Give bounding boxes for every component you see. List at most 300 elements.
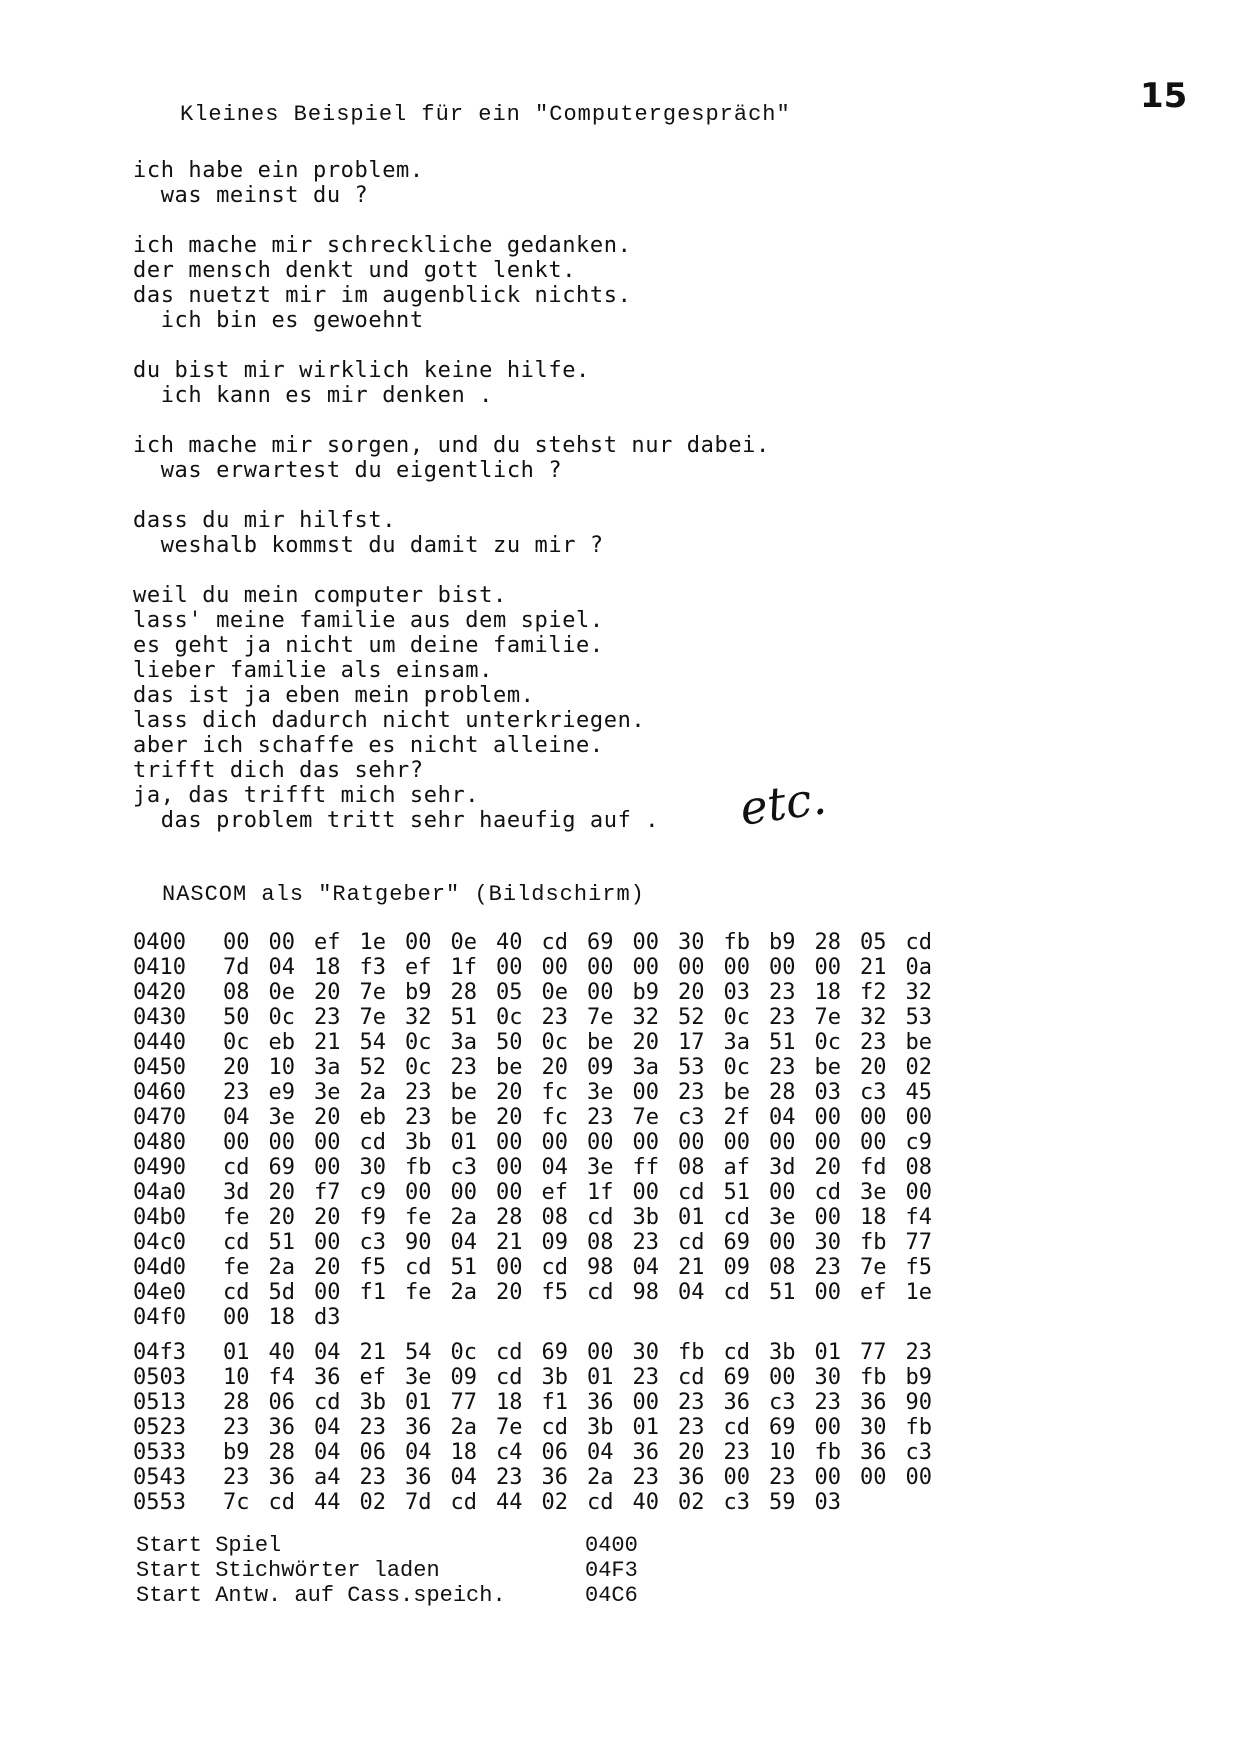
hex-address: 0480 (133, 1130, 186, 1155)
hex-byte: 06 (268, 1390, 295, 1415)
hex-byte: 23 (632, 1365, 659, 1390)
hex-byte: d3 (314, 1305, 341, 1330)
hex-byte: 2a (587, 1465, 614, 1490)
hex-row (133, 1080, 951, 1105)
hex-byte: 36 (860, 1440, 887, 1465)
hex-byte: 3b (587, 1415, 614, 1440)
hex-byte: f4 (268, 1365, 295, 1390)
hex-address: 0490 (133, 1155, 186, 1180)
hex-byte: 00 (587, 1340, 614, 1365)
hex-byte: 3a (314, 1055, 341, 1080)
hex-byte: 36 (678, 1465, 705, 1490)
hex-byte: 00 (496, 1255, 523, 1280)
hex-byte: 00 (905, 1180, 932, 1205)
hex-address: 0450 (133, 1055, 186, 1080)
hex-byte: cd (678, 1365, 705, 1390)
hex-byte: fc (541, 1105, 568, 1130)
hex-byte: 3b (769, 1340, 796, 1365)
hex-byte: 10 (268, 1055, 295, 1080)
hex-byte: 23 (359, 1465, 386, 1490)
hex-byte: 7e (359, 980, 386, 1005)
hex-byte: 01 (450, 1130, 477, 1155)
hex-byte: cd (359, 1130, 386, 1155)
hex-byte: 00 (541, 1130, 568, 1155)
hex-byte: 01 (632, 1415, 659, 1440)
hex-byte: e9 (268, 1080, 295, 1105)
hex-byte: cd (587, 1205, 614, 1230)
hex-address: 0420 (133, 980, 186, 1005)
hex-byte: cd (541, 1415, 568, 1440)
start-label: Start Antw. auf Cass.speich. (136, 1583, 506, 1608)
hex-row (133, 980, 951, 1005)
hex-byte: 7c (223, 1490, 250, 1515)
hex-byte: 20 (678, 980, 705, 1005)
hex-byte: 20 (496, 1080, 523, 1105)
hex-byte: 54 (359, 1030, 386, 1055)
paragraph-gap (133, 558, 770, 583)
hex-byte: 23 (632, 1465, 659, 1490)
hex-byte: cd (314, 1390, 341, 1415)
hex-byte: 00 (314, 1155, 341, 1180)
hex-byte: 28 (769, 1080, 796, 1105)
hex-byte: 52 (359, 1055, 386, 1080)
hex-byte: 90 (405, 1230, 432, 1255)
hex-byte: 36 (632, 1440, 659, 1465)
hex-byte: 23 (359, 1415, 386, 1440)
hex-byte: fb (860, 1230, 887, 1255)
hex-row (133, 1280, 951, 1305)
hex-byte: c9 (359, 1180, 386, 1205)
hex-address: 0503 (133, 1365, 186, 1390)
hex-byte: 23 (223, 1080, 250, 1105)
hex-byte: 04 (314, 1340, 341, 1365)
hex-byte: 20 (268, 1180, 295, 1205)
hex-byte: 20 (223, 1055, 250, 1080)
hex-byte: 10 (769, 1440, 796, 1465)
hex-byte: ef (314, 930, 341, 955)
hex-byte: 3d (769, 1155, 796, 1180)
hex-byte: 1f (587, 1180, 614, 1205)
hex-byte: 18 (496, 1390, 523, 1415)
hex-byte: 7d (405, 1490, 432, 1515)
hex-byte: 00 (632, 1390, 659, 1415)
hex-byte: fb (814, 1440, 841, 1465)
hex-byte: fb (723, 930, 750, 955)
hex-byte: 09 (723, 1255, 750, 1280)
hex-byte: 02 (359, 1490, 386, 1515)
hex-byte: 69 (723, 1230, 750, 1255)
hex-byte: fe (223, 1205, 250, 1230)
hex-byte: 32 (905, 980, 932, 1005)
hex-byte: 7e (496, 1415, 523, 1440)
hex-byte: 0c (450, 1340, 477, 1365)
hex-byte: 7e (814, 1005, 841, 1030)
hex-byte: 00 (905, 1105, 932, 1130)
hex-byte: 04 (314, 1440, 341, 1465)
dialogue-line: das nuetzt mir im augenblick nichts. (133, 283, 632, 308)
hex-byte: eb (268, 1030, 295, 1055)
hex-byte: 51 (268, 1230, 295, 1255)
hex-address: 0523 (133, 1415, 186, 1440)
hex-byte: b9 (405, 980, 432, 1005)
hex-byte: f2 (860, 980, 887, 1005)
hex-byte: be (905, 1030, 932, 1055)
hex-byte: 08 (223, 980, 250, 1005)
hex-byte: 69 (541, 1340, 568, 1365)
hex-byte: af (723, 1155, 750, 1180)
hex-byte: 7e (587, 1005, 614, 1030)
hex-byte: 00 (860, 1465, 887, 1490)
hex-byte: 32 (405, 1005, 432, 1030)
hex-byte: be (496, 1055, 523, 1080)
hex-address: 0513 (133, 1390, 186, 1415)
hex-byte: 40 (496, 930, 523, 955)
hex-byte: 21 (359, 1340, 386, 1365)
hex-byte: 30 (359, 1155, 386, 1180)
hex-byte: 5d (268, 1280, 295, 1305)
hex-byte: 23 (678, 1415, 705, 1440)
start-address: 04C6 (585, 1583, 638, 1608)
hex-byte: 02 (905, 1055, 932, 1080)
hex-byte: f1 (541, 1390, 568, 1415)
hex-byte: 17 (678, 1030, 705, 1055)
hex-byte: 18 (268, 1305, 295, 1330)
hex-address: 04c0 (133, 1230, 186, 1255)
start-row (136, 1583, 638, 1608)
dialogue-line: du bist mir wirklich keine hilfe. (133, 358, 590, 383)
hex-byte: 00 (814, 1465, 841, 1490)
hex-byte: f3 (359, 955, 386, 980)
hex-byte: 1e (905, 1280, 932, 1305)
hex-byte: 0e (450, 930, 477, 955)
hex-byte: 0c (723, 1005, 750, 1030)
hex-byte: 00 (814, 1105, 841, 1130)
dialogue-line: trifft dich das sehr? (133, 758, 424, 783)
start-row (136, 1533, 638, 1558)
hex-byte: 01 (223, 1340, 250, 1365)
hex-byte: c4 (496, 1440, 523, 1465)
hex-byte: 98 (632, 1280, 659, 1305)
hex-byte: 01 (814, 1340, 841, 1365)
paragraph-gap (133, 408, 770, 433)
hex-byte: 23 (678, 1390, 705, 1415)
hex-byte: fe (405, 1205, 432, 1230)
hex-byte: 00 (541, 955, 568, 980)
hex-byte: 1f (450, 955, 477, 980)
hex-byte: 00 (496, 955, 523, 980)
hex-byte: 00 (496, 1130, 523, 1155)
dialogue-line: lass dich dadurch nicht unterkriegen. (133, 708, 646, 733)
hex-byte: fc (541, 1080, 568, 1105)
hex-byte: 36 (405, 1415, 432, 1440)
hex-byte: 00 (814, 1280, 841, 1305)
hex-byte: f7 (314, 1180, 341, 1205)
dialogue-line: weshalb kommst du damit zu mir ? (133, 533, 604, 558)
hex-byte: 36 (860, 1390, 887, 1415)
hex-byte: 04 (223, 1105, 250, 1130)
hex-byte: 00 (860, 1130, 887, 1155)
dialogue-line: lass' meine familie aus dem spiel. (133, 608, 604, 633)
hex-byte: fb (905, 1415, 932, 1440)
hex-byte: 36 (268, 1465, 295, 1490)
hex-byte: 01 (405, 1390, 432, 1415)
hex-byte: 30 (814, 1230, 841, 1255)
hex-byte: 0c (223, 1030, 250, 1055)
hex-byte: 04 (769, 1105, 796, 1130)
hex-byte: 20 (814, 1155, 841, 1180)
hex-byte: 00 (632, 1080, 659, 1105)
start-row (136, 1558, 638, 1583)
hex-byte: 00 (769, 955, 796, 980)
hex-byte: 30 (860, 1415, 887, 1440)
hex-byte: 23 (814, 1390, 841, 1415)
hex-byte: 00 (268, 930, 295, 955)
dialogue-line: was meinst du ? (133, 183, 369, 208)
dialogue-line: ich kann es mir denken . (133, 383, 493, 408)
hex-byte: cd (541, 1255, 568, 1280)
hex-byte: 28 (223, 1390, 250, 1415)
hex-byte: 3e (314, 1080, 341, 1105)
hex-byte: 59 (769, 1490, 796, 1515)
section-subtitle: NASCOM als "Ratgeber" (Bildschirm) (162, 882, 645, 907)
hex-byte: 10 (223, 1365, 250, 1390)
hex-byte: ef (541, 1180, 568, 1205)
hex-byte: 50 (496, 1030, 523, 1055)
hex-dump (133, 930, 951, 1515)
hex-byte: c3 (678, 1105, 705, 1130)
hex-byte: 00 (769, 1230, 796, 1255)
dialogue-line: weil du mein computer bist. (133, 583, 507, 608)
hex-byte: 20 (678, 1440, 705, 1465)
hex-byte: 00 (632, 930, 659, 955)
hex-byte: 30 (814, 1365, 841, 1390)
hex-address: 0430 (133, 1005, 186, 1030)
hex-byte: 52 (678, 1005, 705, 1030)
hex-byte: 0c (268, 1005, 295, 1030)
hex-byte: cd (587, 1490, 614, 1515)
hex-byte: 3e (587, 1080, 614, 1105)
hex-byte: 01 (678, 1205, 705, 1230)
hex-byte: 00 (632, 955, 659, 980)
hex-byte: 00 (268, 1130, 295, 1155)
hex-byte: 23 (405, 1080, 432, 1105)
hex-byte: cd (814, 1180, 841, 1205)
hex-row (133, 1155, 951, 1180)
hex-byte: cd (723, 1415, 750, 1440)
hex-byte: 23 (860, 1030, 887, 1055)
hex-byte: 04 (450, 1465, 477, 1490)
hex-byte: 00 (223, 1130, 250, 1155)
hex-byte: 06 (359, 1440, 386, 1465)
hex-byte: 36 (587, 1390, 614, 1415)
dialogue-line: ich habe ein problem. (133, 158, 424, 183)
hex-byte: 77 (860, 1340, 887, 1365)
hex-row (133, 1055, 951, 1080)
hex-byte: 3d (223, 1180, 250, 1205)
hex-byte: 08 (541, 1205, 568, 1230)
hex-byte: 06 (541, 1440, 568, 1465)
hex-byte: cd (405, 1255, 432, 1280)
hex-row (133, 1465, 951, 1490)
start-addresses (136, 1533, 638, 1608)
hex-byte: cd (496, 1365, 523, 1390)
hex-byte: 05 (496, 980, 523, 1005)
hex-byte: 2a (450, 1205, 477, 1230)
hex-byte: 23 (814, 1255, 841, 1280)
hex-byte: fd (860, 1155, 887, 1180)
hex-byte: 23 (587, 1105, 614, 1130)
hex-address: 0533 (133, 1440, 186, 1465)
hex-byte: 53 (678, 1055, 705, 1080)
hex-byte: 00 (223, 930, 250, 955)
hex-byte: 08 (905, 1155, 932, 1180)
hex-byte: 09 (450, 1365, 477, 1390)
hex-row (133, 1340, 951, 1365)
hex-byte: 00 (496, 1180, 523, 1205)
hex-byte: 18 (314, 955, 341, 980)
hex-byte: c3 (450, 1155, 477, 1180)
hex-byte: 36 (268, 1415, 295, 1440)
hex-byte: 04 (541, 1155, 568, 1180)
hex-byte: ef (359, 1365, 386, 1390)
hex-byte: 0c (405, 1030, 432, 1055)
hex-byte: 00 (723, 1465, 750, 1490)
hex-byte: 00 (405, 930, 432, 955)
dialogue-line: ich mache mir schreckliche gedanken. (133, 233, 632, 258)
hex-address: 0460 (133, 1080, 186, 1105)
hex-byte: 20 (314, 1205, 341, 1230)
hex-byte: cd (541, 930, 568, 955)
hex-byte: 23 (769, 980, 796, 1005)
hex-byte: 28 (268, 1440, 295, 1465)
hex-byte: 0e (268, 980, 295, 1005)
hex-byte: 69 (769, 1415, 796, 1440)
hex-byte: ef (860, 1280, 887, 1305)
hex-byte: 00 (405, 1180, 432, 1205)
start-label: Start Stichwörter laden (136, 1558, 440, 1583)
hex-byte: cd (223, 1280, 250, 1305)
hex-byte: 23 (769, 1465, 796, 1490)
hex-byte: be (450, 1080, 477, 1105)
hex-byte: 36 (723, 1390, 750, 1415)
hex-byte: 08 (769, 1255, 796, 1280)
hex-byte: 3b (405, 1130, 432, 1155)
dialogue (133, 158, 770, 833)
hex-byte: 00 (814, 1130, 841, 1155)
hex-byte: 2f (723, 1105, 750, 1130)
hex-row (133, 1130, 951, 1155)
hex-byte: cd (723, 1280, 750, 1305)
hex-byte: cd (450, 1490, 477, 1515)
hex-byte: 04 (587, 1440, 614, 1465)
hex-row (133, 955, 951, 980)
hex-byte: 3a (723, 1030, 750, 1055)
hex-address: 04d0 (133, 1255, 186, 1280)
hex-byte: c3 (723, 1490, 750, 1515)
hex-byte: 04 (450, 1230, 477, 1255)
hex-byte: 23 (314, 1005, 341, 1030)
hex-byte: 69 (723, 1365, 750, 1390)
hex-byte: 03 (814, 1490, 841, 1515)
hex-byte: b9 (769, 930, 796, 955)
hex-byte: 00 (769, 1180, 796, 1205)
paragraph-gap (133, 208, 770, 233)
hex-byte: 00 (814, 1415, 841, 1440)
page-title: Kleines Beispiel für ein "Computergespräch" (180, 102, 791, 127)
hex-byte: c3 (769, 1390, 796, 1415)
hex-byte: 23 (678, 1080, 705, 1105)
hex-row (133, 1490, 951, 1515)
hex-byte: 23 (905, 1340, 932, 1365)
hex-byte: f5 (905, 1255, 932, 1280)
hex-byte: 51 (723, 1180, 750, 1205)
hex-byte: 36 (541, 1465, 568, 1490)
hex-byte: 20 (314, 1255, 341, 1280)
hex-byte: 40 (632, 1490, 659, 1515)
hex-byte: 18 (860, 1205, 887, 1230)
hex-byte: 00 (496, 1155, 523, 1180)
hex-byte: 05 (860, 930, 887, 955)
dialogue-line: das ist ja eben mein problem. (133, 683, 535, 708)
hex-byte: 00 (223, 1305, 250, 1330)
hex-byte: 20 (496, 1280, 523, 1305)
hex-byte: be (587, 1030, 614, 1055)
hex-byte: 08 (678, 1155, 705, 1180)
hex-byte: 20 (632, 1030, 659, 1055)
hex-byte: eb (359, 1105, 386, 1130)
hex-byte: 00 (769, 1130, 796, 1155)
hex-byte: 3e (405, 1365, 432, 1390)
dialogue-line: es geht ja nicht um deine familie. (133, 633, 604, 658)
hex-row (133, 1105, 951, 1130)
hex-byte: 32 (632, 1005, 659, 1030)
hex-byte: 00 (905, 1465, 932, 1490)
hex-row (133, 1005, 951, 1030)
hex-byte: 00 (769, 1365, 796, 1390)
hex-byte: 45 (905, 1080, 932, 1105)
hex-byte: 00 (678, 1130, 705, 1155)
hex-byte: 54 (405, 1340, 432, 1365)
hex-address: 0543 (133, 1465, 186, 1490)
hex-byte: cd (587, 1280, 614, 1305)
hex-byte: 44 (314, 1490, 341, 1515)
hex-byte: 04 (268, 955, 295, 980)
hex-byte: 00 (314, 1230, 341, 1255)
hex-byte: 00 (587, 980, 614, 1005)
hex-byte: 3e (860, 1180, 887, 1205)
hex-byte: 23 (496, 1465, 523, 1490)
hex-byte: 36 (405, 1465, 432, 1490)
hex-byte: 90 (905, 1390, 932, 1415)
hex-byte: 0c (541, 1030, 568, 1055)
hex-byte: 20 (496, 1105, 523, 1130)
hex-byte: 18 (814, 980, 841, 1005)
dialogue-line: das problem tritt sehr haeufig auf . (133, 808, 660, 833)
hex-byte: 2a (359, 1080, 386, 1105)
hex-address: 0553 (133, 1490, 186, 1515)
hex-byte: 23 (223, 1465, 250, 1490)
page-number: 15 (1140, 76, 1188, 116)
hex-byte: c3 (359, 1230, 386, 1255)
hex-address: 04f0 (133, 1305, 186, 1330)
hex-byte: fe (223, 1255, 250, 1280)
hex-byte: 08 (587, 1230, 614, 1255)
hex-byte: 21 (678, 1255, 705, 1280)
hex-byte: 20 (314, 980, 341, 1005)
hex-byte: 98 (587, 1255, 614, 1280)
hex-byte: 23 (223, 1415, 250, 1440)
hex-address: 0410 (133, 955, 186, 980)
